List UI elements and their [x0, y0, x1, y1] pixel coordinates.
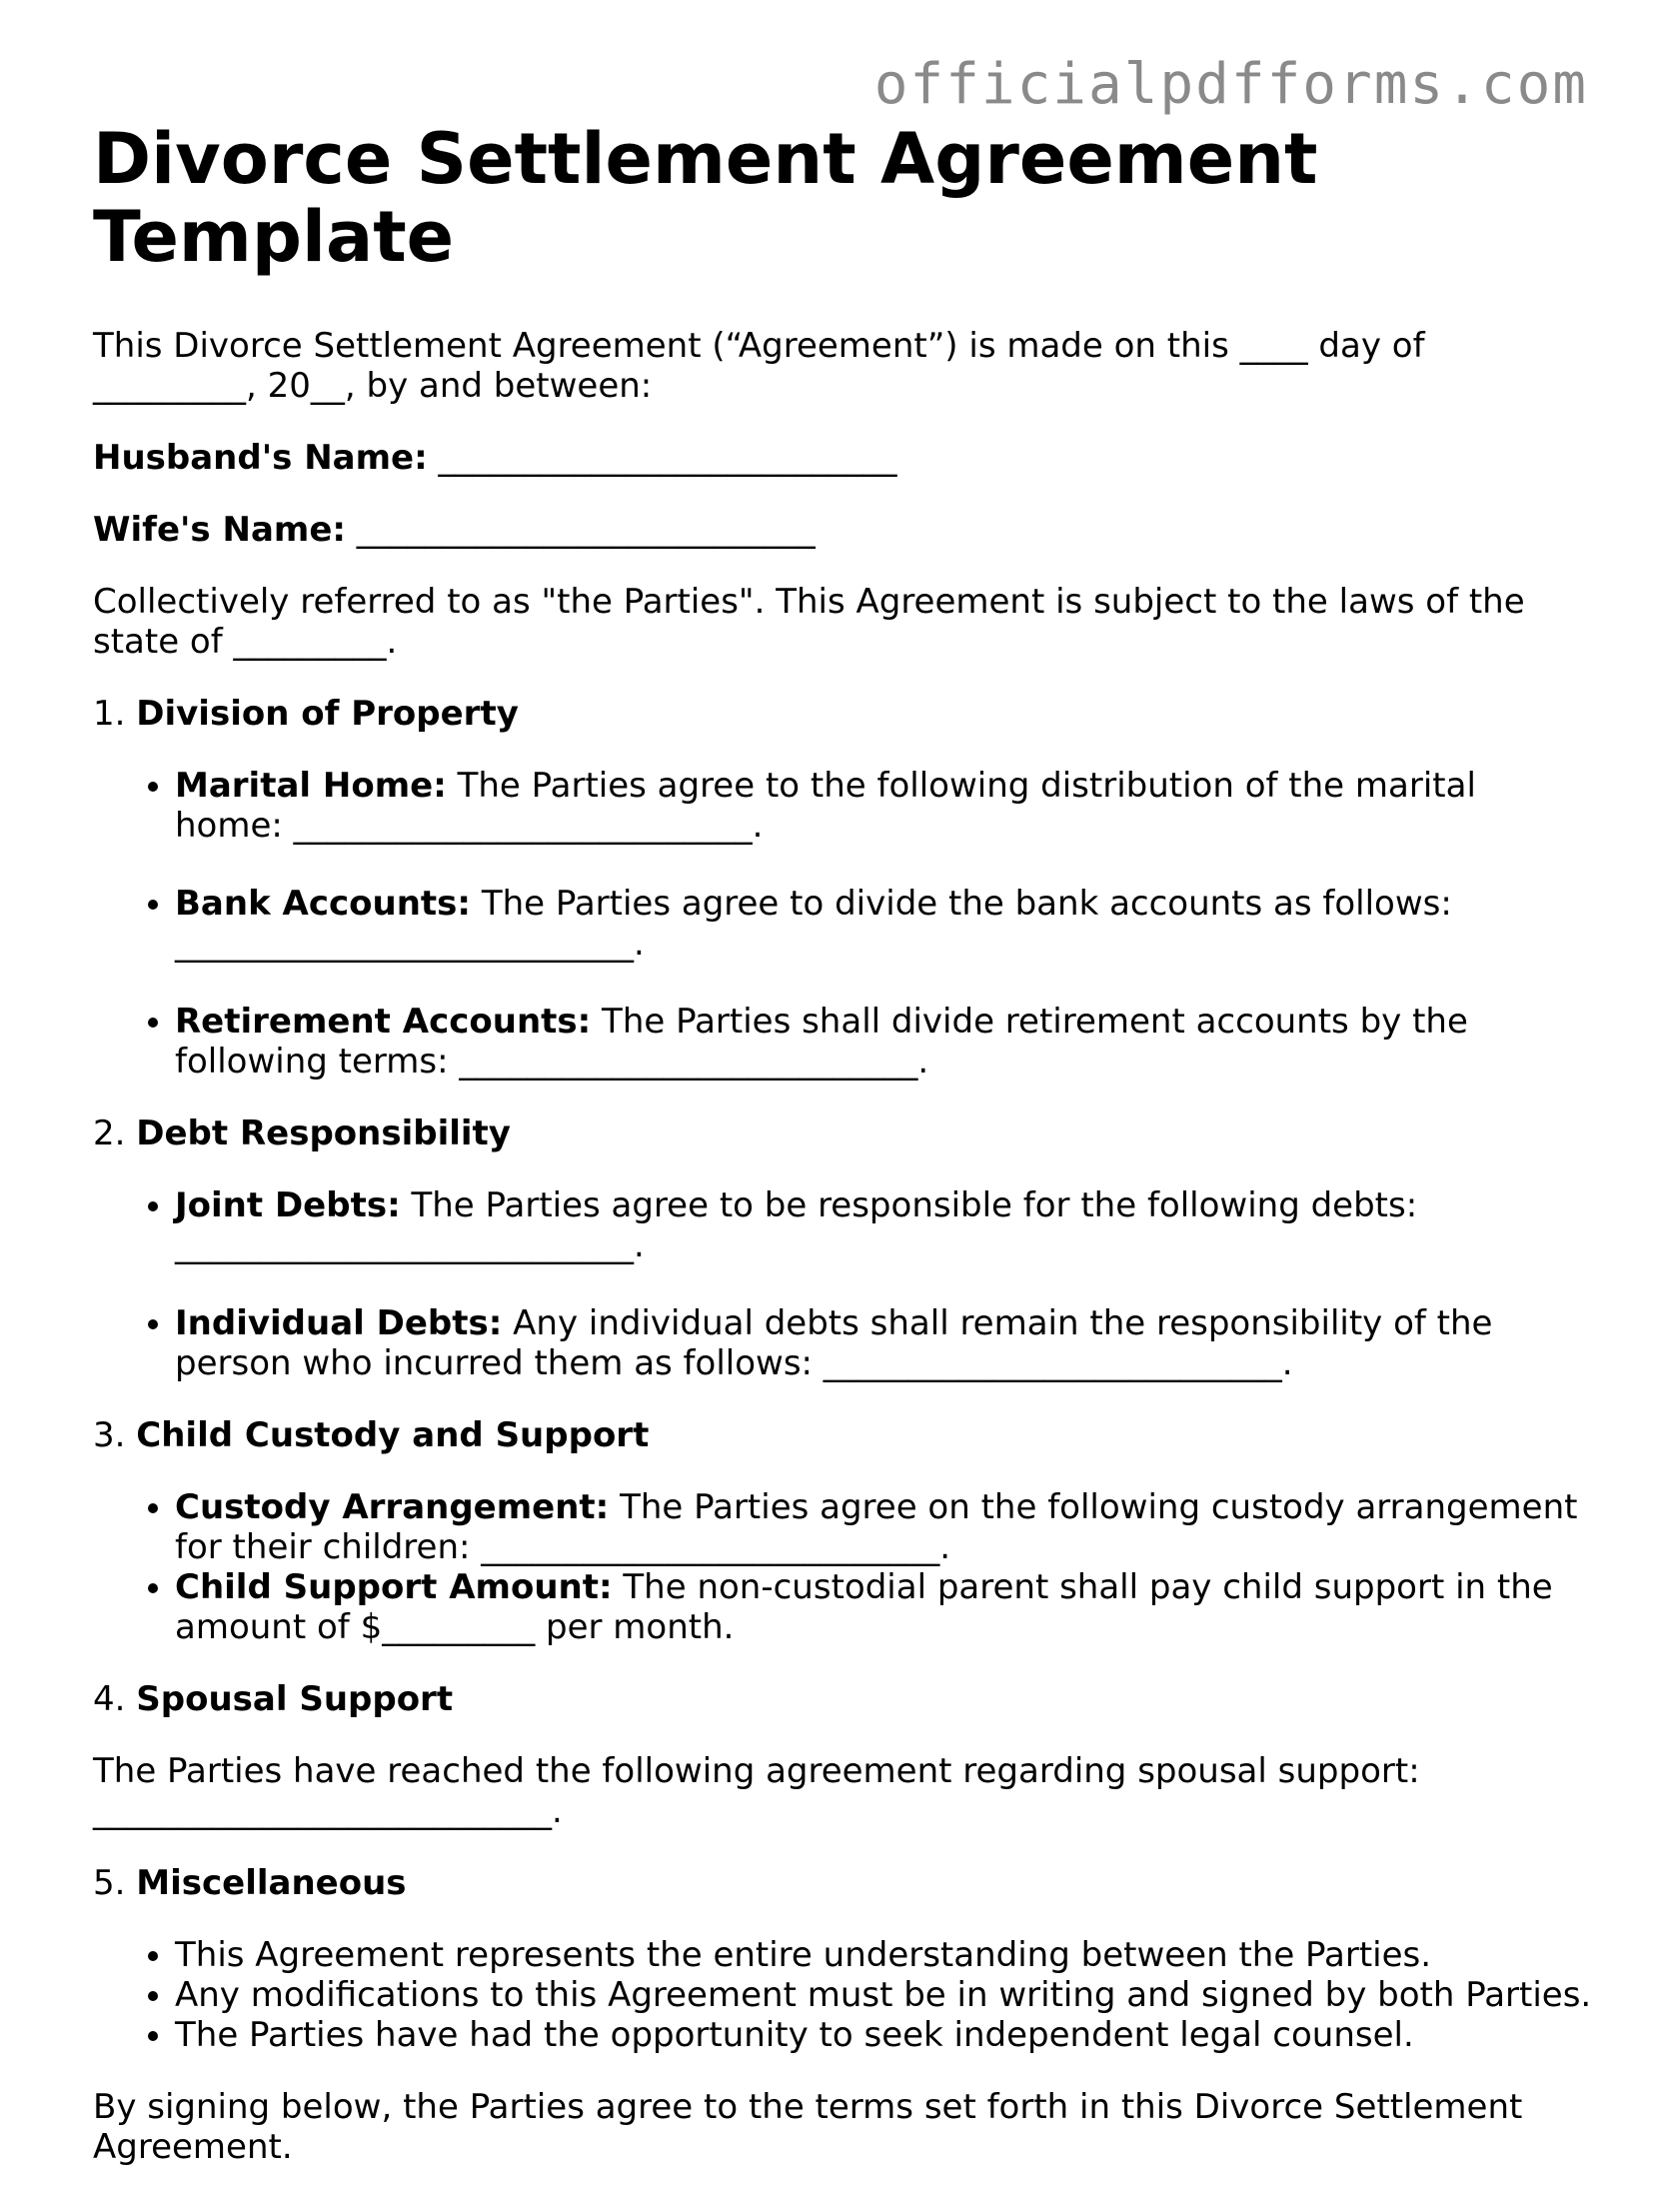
wife-name-field [93, 510, 1592, 550]
watermark: officialpdfforms.com [873, 52, 1588, 117]
section-heading-miscellaneous [93, 1863, 1592, 1903]
list-item-retirement-accounts [175, 1002, 1592, 1082]
section-heading-child-custody [93, 1415, 1592, 1455]
section-heading-debt-responsibility [93, 1113, 1592, 1153]
section-title: Child Custody and Support [136, 1415, 650, 1455]
section-number: 3. [93, 1415, 126, 1455]
miscellaneous-list [93, 1935, 1592, 2055]
section-number: 2. [93, 1113, 126, 1153]
item-term: Child Support Amount: [175, 1567, 613, 1607]
section-number: 1. [93, 694, 126, 734]
section-title: Division of Property [136, 694, 519, 734]
intro-paragraph: This Divorce Settlement Agreement (“Agreement”) is made on this ____ day of _________, 20__, by and between: [93, 326, 1425, 406]
list-item-custody-arrangement [175, 1487, 1592, 1567]
section-heading-division-of-property [93, 694, 1592, 734]
item-term: Individual Debts: [175, 1303, 503, 1343]
spousal-support-paragraph: The Parties have reached the following agreement regarding spousal support: ___________________________. [93, 1751, 1420, 1831]
item-text: Any individual debts shall remain the responsibility of the person who incurred them as follows: ___________________________. [175, 1303, 1493, 1383]
parties-paragraph: Collectively referred to as "the Parties". This Agreement is subject to the laws of the state of _________. [93, 582, 1525, 662]
item-term: Marital Home: [175, 766, 447, 806]
item-term: Joint Debts: [175, 1185, 401, 1225]
item-text: The Parties agree to be responsible for the following debts: ___________________________. [175, 1185, 1418, 1265]
husband-name-field [93, 438, 1592, 478]
section-title: Spousal Support [136, 1679, 454, 1719]
list-item: • The Parties have had the opportunity to seek independent legal counsel. [175, 2015, 1592, 2055]
item-text: The Parties shall divide retirement accounts by the following terms: ___________________________. [175, 1002, 1468, 1082]
wife-name-label: Wife's Name: [93, 510, 346, 550]
husband-name-label: Husband's Name: [93, 438, 428, 478]
wife-name-blank: ___________________________ [356, 510, 816, 550]
section-heading-spousal-support [93, 1679, 1592, 1719]
document-body [93, 120, 1592, 2199]
item-term: Retirement Accounts: [175, 1002, 592, 1042]
list-item-marital-home [175, 766, 1592, 846]
item-term: Custody Arrangement: [175, 1487, 610, 1527]
section-number: 4. [93, 1679, 126, 1719]
husband-name-blank: ___________________________ [438, 438, 897, 478]
list-item-child-support-amount [175, 1567, 1592, 1647]
division-of-property-list [93, 766, 1592, 1082]
closing-paragraph: By signing below, the Parties agree to the terms set forth in this Divorce Settlement Agreement. [93, 2087, 1523, 2167]
page-title: Divorce Settlement Agreement Template [93, 118, 1318, 278]
child-custody-list [93, 1487, 1592, 1647]
list-item-bank-accounts [175, 884, 1592, 964]
item-text: The non-custodial parent shall pay child support in the amount of $_________ per month. [175, 1567, 1553, 1647]
list-item-joint-debts [175, 1185, 1592, 1265]
list-item: • Any modifications to this Agreement must be in writing and signed by both Parties. [175, 1975, 1592, 2015]
item-text: The Parties agree on the following custody arrangement for their children: ___________________________. [175, 1487, 1578, 1567]
item-term: Bank Accounts: [175, 884, 471, 924]
item-text: The Parties agree to the following distribution of the marital home: ___________________________. [175, 766, 1476, 846]
debt-responsibility-list [93, 1185, 1592, 1383]
list-item: • This Agreement represents the entire understanding between the Parties. [175, 1935, 1592, 1975]
item-text: The Parties agree to divide the bank accounts as follows: ___________________________. [175, 884, 1452, 964]
section-title: Miscellaneous [136, 1863, 407, 1903]
section-number: 5. [93, 1863, 126, 1903]
section-title: Debt Responsibility [136, 1113, 511, 1153]
list-item-individual-debts [175, 1303, 1592, 1383]
